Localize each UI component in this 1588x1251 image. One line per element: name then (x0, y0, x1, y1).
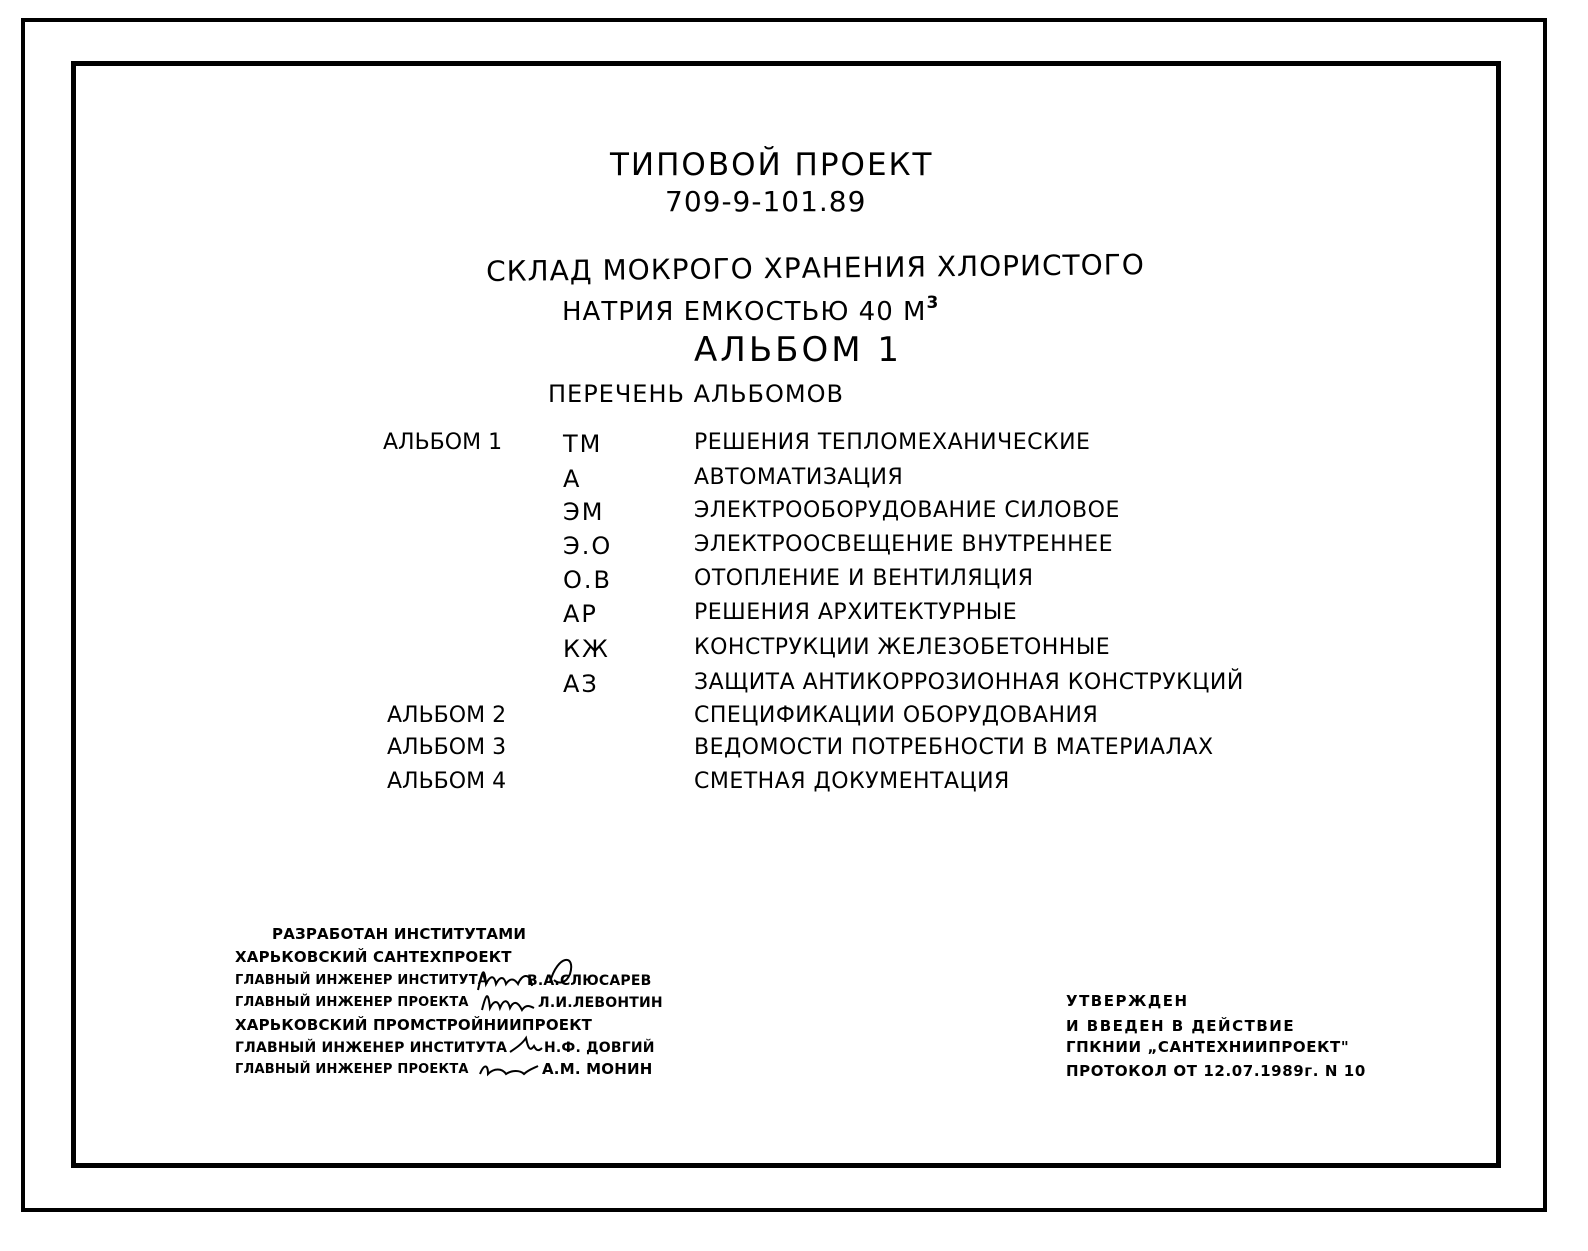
section-title: ОТОПЛЕНИЕ И ВЕНТИЛЯЦИЯ (694, 566, 1034, 591)
album-list-row (0, 465, 1588, 495)
album-number: АЛЬБОМ 1 (383, 430, 503, 455)
developer-org1: ХАРЬКОВСКИЙ САНТЕХПРОЕКТ (235, 948, 512, 966)
signature-3 (508, 1034, 544, 1058)
album-list-heading: ПЕРЕЧЕНЬ АЛЬБОМОВ (548, 380, 844, 408)
album-list-row (0, 532, 1588, 562)
project-type-title: ТИПОВОЙ ПРОЕКТ (610, 147, 934, 183)
developed-heading: РАЗРАБОТАН ИНСТИТУТАМИ (272, 925, 527, 943)
signature-2 (478, 986, 538, 1016)
approved-line3: ГПКНИИ „САНТЕХНИИПРОЕКТ" (1066, 1038, 1350, 1056)
album-list-row (0, 430, 1588, 460)
developer-org2: ХАРЬКОВСКИЙ ПРОМСТРОЙНИИПРОЕКТ (235, 1016, 593, 1034)
section-title: СПЕЦИФИКАЦИИ ОБОРУДОВАНИЯ (694, 703, 1099, 728)
approved-line2: И ВВЕДЕН В ДЕЙСТВИЕ (1066, 1017, 1296, 1035)
signature-4 (478, 1058, 540, 1082)
cubic-superscript: 3 (926, 293, 940, 313)
org2-chief-project-label: ГЛАВНЫЙ ИНЖЕНЕР ПРОЕКТА (235, 1062, 469, 1077)
section-code: АЗ (563, 670, 599, 698)
org2-chief-institute-label: ГЛАВНЫЙ ИНЖЕНЕР ИНСТИТУТА (235, 1040, 508, 1056)
section-code: О.В (563, 566, 612, 594)
project-number: 709-9-101.89 (665, 185, 867, 218)
section-title: КОНСТРУКЦИИ ЖЕЛЕЗОБЕТОННЫЕ (694, 635, 1111, 660)
section-title: РЕШЕНИЯ АРХИТЕКТУРНЫЕ (694, 600, 1018, 625)
org2-chief-project-name: А.М. МОНИН (542, 1060, 653, 1078)
section-code: КЖ (563, 635, 610, 663)
album-list-row (0, 735, 1588, 765)
section-code: ЭМ (563, 498, 605, 526)
album-number: АЛЬБОМ 2 (387, 703, 507, 728)
org2-chief-institute-name: Н.Ф. ДОВГИЙ (544, 1040, 655, 1056)
section-code: ТМ (563, 430, 603, 458)
album-list-row (0, 600, 1588, 630)
album-number: АЛЬБОМ 4 (387, 769, 507, 794)
album-list-row (0, 670, 1588, 700)
album-list-row (0, 498, 1588, 528)
section-code: А (563, 465, 582, 493)
project-name-line1: СКЛАД МОКРОГО ХРАНЕНИЯ ХЛОРИСТОГО (485, 248, 1145, 288)
approved-line1: УТВЕРЖДЕН (1066, 992, 1189, 1010)
section-title: РЕШЕНИЯ ТЕПЛОМЕХАНИЧЕСКИЕ (694, 430, 1091, 455)
section-title: ЭЛЕКТРООСВЕЩЕНИЕ ВНУТРЕННЕЕ (694, 532, 1114, 557)
section-title: ЭЛЕКТРООБОРУДОВАНИЕ СИЛОВОЕ (694, 498, 1120, 523)
section-title: ЗАЩИТА АНТИКОРРОЗИОННАЯ КОНСТРУКЦИЙ (694, 670, 1244, 695)
album-list-row (0, 566, 1588, 596)
org1-chief-project-label: ГЛАВНЫЙ ИНЖЕНЕР ПРОЕКТА (235, 995, 469, 1010)
section-code: АР (563, 600, 598, 628)
section-title: АВТОМАТИЗАЦИЯ (694, 465, 904, 490)
section-title: СМЕТНАЯ ДОКУМЕНТАЦИЯ (694, 769, 1010, 794)
section-code: Э.О (563, 532, 613, 560)
album-list-row (0, 769, 1588, 799)
section-title: ВЕДОМОСТИ ПОТРЕБНОСТИ В МАТЕРИАЛАХ (694, 735, 1214, 760)
project-name-line2-text: НАТРИЯ ЕМКОСТЬЮ 40 М (562, 297, 927, 327)
album-list-row (0, 703, 1588, 733)
album-list-row (0, 635, 1588, 665)
org1-chief-institute-label: ГЛАВНЫЙ ИНЖЕНЕР ИНСТИТУТА (235, 973, 489, 988)
album-number: АЛЬБОМ 3 (387, 735, 507, 760)
album-heading: АЛЬБОМ 1 (694, 330, 903, 370)
approved-line4: ПРОТОКОЛ ОТ 12.07.1989г. N 10 (1066, 1062, 1366, 1080)
project-name-line2 (562, 295, 939, 325)
org1-chief-institute-name: В.А.СЛЮСАРЕВ (527, 973, 652, 989)
org1-chief-project-name: Л.И.ЛЕВОНТИН (538, 995, 663, 1011)
